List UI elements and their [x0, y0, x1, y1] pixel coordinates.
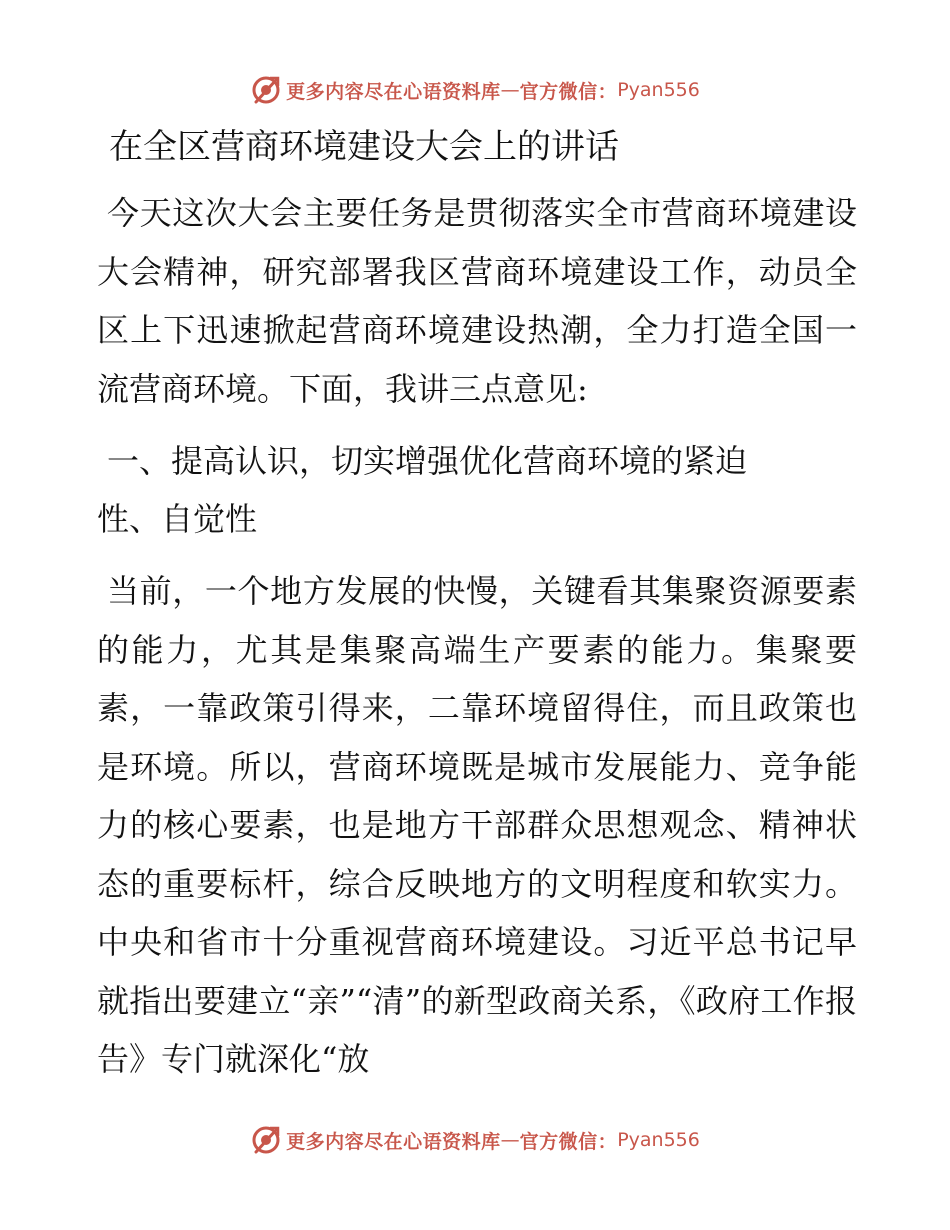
watermark-handle: Pyan556 [617, 79, 700, 101]
logo-icon [250, 1124, 282, 1156]
watermark-footer [0, 1120, 950, 1160]
document-title: 在全区营商环境建设大会上的讲话 [109, 127, 619, 167]
watermark-label: 官方微信： [519, 80, 618, 103]
document-body [97, 120, 857, 1103]
watermark-label: 官方微信： [519, 1130, 618, 1153]
watermark-handle: Pyan556 [617, 1129, 700, 1151]
section-heading: 一、提高认识，切实增强优化营商环境的紧迫性、自觉性 [97, 442, 748, 538]
intro-paragraph: 今天这次大会主要任务是贯彻落实全市营商环境建设大会精神，研究部署我区营商环境建设工作，动员全区上下迅速掀起营商环境建设热潮，全力打造全国一流营商环境。下面，我讲三点意见: [97, 194, 857, 408]
watermark-separator: — [500, 1129, 520, 1151]
watermark-separator: — [500, 79, 520, 101]
section-paragraph: 当前，一个地方发展的快慢，关键看其集聚资源要素的能力，尤其是集聚高端生产要素的能力。集聚要素，一靠政策引得来，二靠环境留得住，而且政策也是环境。所以，营商环境既是城市发展能力、竞争能力的核心要素，也是地方干部群众思想观念、精神状态的重要标杆，综合反映地方的文明程度和软实力。中央和省市十分重视营商环境建设。习近平总书记早就指出要建立“亲”“清”的新型政商关系，《政府工作报告》专门就深化“放 [97, 572, 857, 1078]
logo-icon [250, 74, 282, 106]
watermark-brand: 更多内容尽在心语资料库 [286, 80, 501, 103]
watermark-brand: 更多内容尽在心语资料库 [286, 1130, 501, 1153]
watermark-header [0, 70, 950, 110]
